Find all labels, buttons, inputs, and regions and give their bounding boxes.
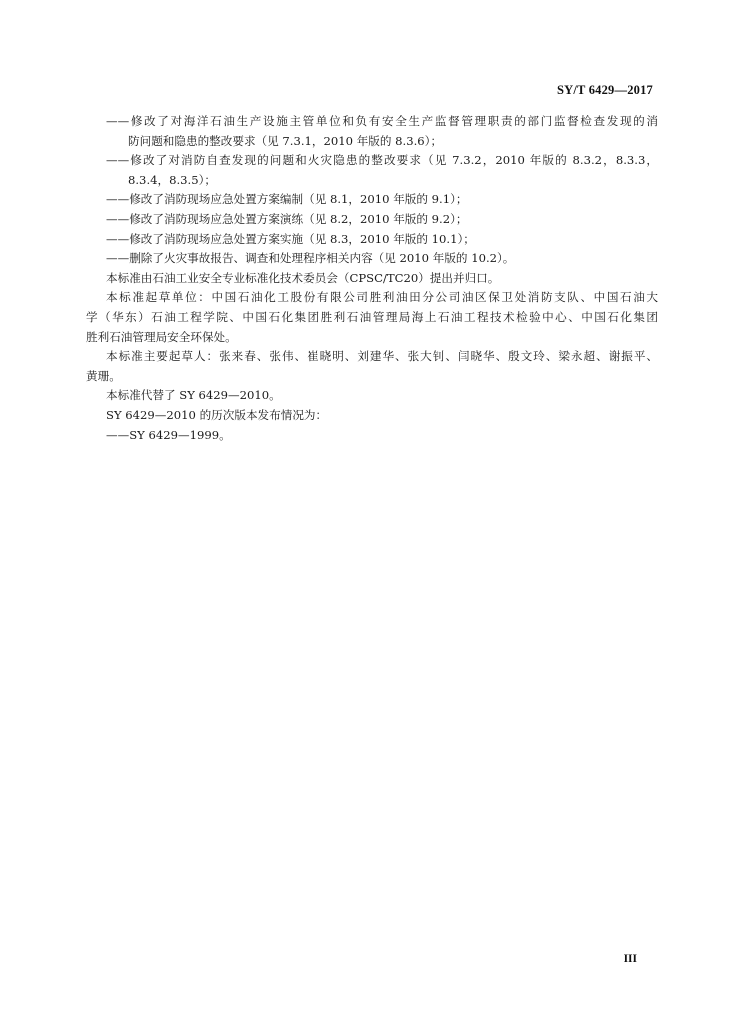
proposing-committee-paragraph: 本标准由石油工业安全专业标准化技术委员会（CPSC/TC20）提出并归口。: [106, 270, 500, 285]
change-item-line: ——修改了对消防自查发现的问题和火灾隐患的整改要求（见 7.3.2，2010 年版的 8.3.2，8.3.3，: [106, 153, 658, 168]
page-number: III: [623, 953, 637, 965]
drafting-units-continuation: 学（华东）石油工程学院、中国石化集团胜利石油管理局海上石油工程技术检验中心、中国石化集团: [86, 309, 658, 324]
change-item-line: ——修改了消防现场应急处置方案编制（见 8.1，2010 年版的 9.1）；: [106, 192, 468, 207]
document-body: [86, 112, 658, 445]
main-drafters-paragraph: 本标准主要起草人：张来春、张伟、崔晓明、刘建华、张大钊、闫晓华、殷文玲、梁永超、谢振平、: [106, 349, 658, 364]
change-item-line: ——修改了消防现场应急处置方案演练（见 8.2，2010 年版的 9.2）；: [106, 211, 468, 226]
change-item-line: ——修改了消防现场应急处置方案实施（见 8.3，2010 年版的 10.1）；: [106, 231, 475, 246]
drafting-units-continuation: 胜利石油管理局安全环保处。: [86, 329, 237, 344]
change-item-continuation: 防问题和隐患的整改要求（见 7.3.1，2010 年版的 8.3.6）；: [128, 133, 443, 148]
replacement-paragraph: 本标准代替了 SY 6429—2010。: [106, 388, 281, 403]
drafting-units-paragraph: 本标准起草单位：中国石油化工股份有限公司胜利油田分公司油区保卫处消防支队、中国石油大: [106, 290, 658, 305]
change-item-line: ——删除了火灾事故报告、调查和处理程序相关内容（见 2010 年版的 10.2）。: [106, 251, 515, 266]
change-item-line: ——修改了对海洋石油生产设施主管单位和负有安全生产监督管理职责的部门监督检查发现的消: [106, 114, 658, 128]
main-drafters-continuation: 黄珊。: [86, 368, 121, 383]
standard-code-header: SY/T 6429—2017: [557, 83, 653, 97]
version-history-item: ——SY 6429—1999。: [106, 427, 231, 442]
version-history-paragraph: SY 6429—2010 的历次版本发布情况为：: [106, 407, 328, 422]
change-item-continuation: 8.3.4，8.3.5）；: [128, 172, 216, 187]
